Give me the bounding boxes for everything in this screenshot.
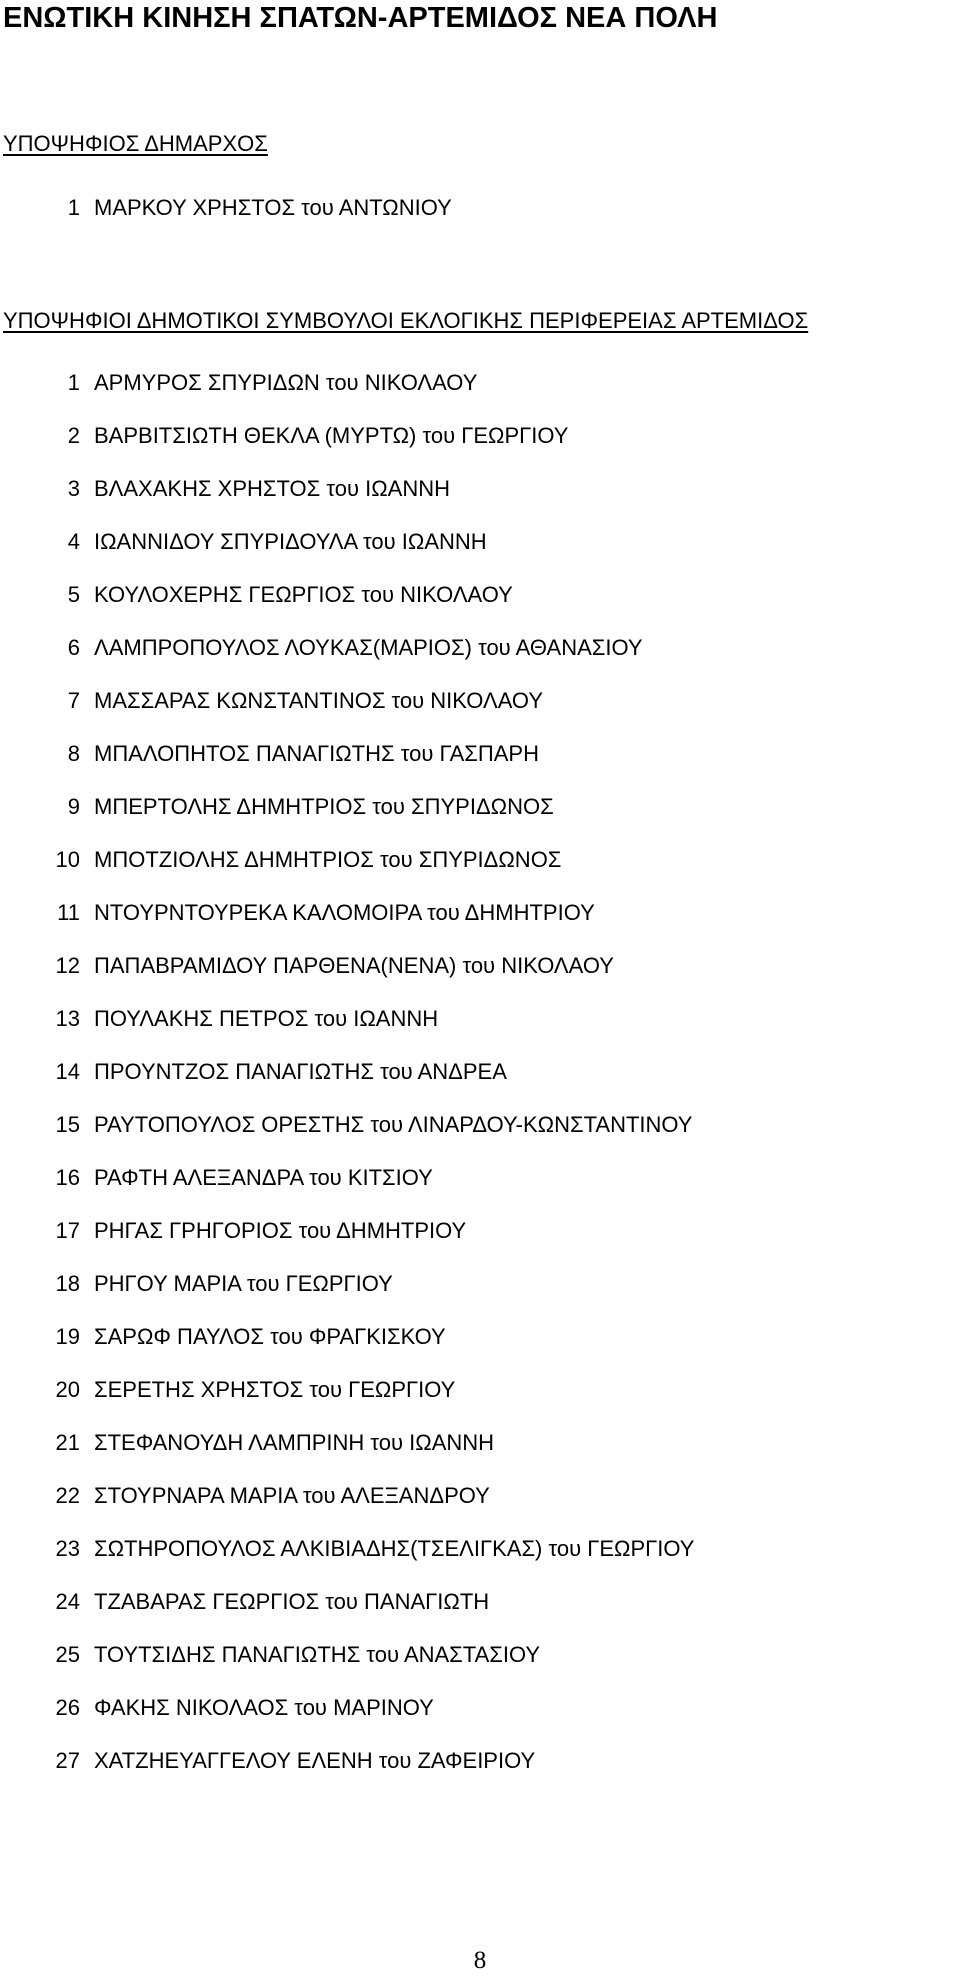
candidate-number: 26 (55, 1695, 80, 1720)
candidate-name: ΜΠΑΛΟΠΗΤΟΣ ΠΑΝΑΓΙΩΤΗΣ του ΓΑΣΠΑΡΗ (94, 741, 539, 766)
candidate-name: ΠΑΠΑΒΡΑΜΙΔΟΥ ΠΑΡΘΕΝΑ(ΝΕΝΑ) του ΝΙΚΟΛΑΟΥ (94, 953, 614, 978)
candidate-number: 27 (55, 1748, 80, 1773)
document-title: ΕΝΩΤΙΚΗ ΚΙΝΗΣΗ ΣΠΑΤΩΝ-ΑΡΤΕΜΙΔΟΣ ΝΕΑ ΠΟΛΗ (3, 2, 718, 34)
council-candidate-row (0, 1058, 960, 1086)
candidate-number: 23 (55, 1536, 80, 1561)
candidate-number: 3 (67, 476, 80, 501)
candidate-number: 24 (55, 1589, 80, 1614)
candidate-name: ΤΖΑΒΑΡΑΣ ΓΕΩΡΓΙΟΣ του ΠΑΝΑΓΙΩΤΗ (94, 1589, 490, 1614)
council-candidate-row (0, 634, 960, 662)
candidate-name: ΜΠΕΡΤΟΛΗΣ ΔΗΜΗΤΡΙΟΣ του ΣΠΥΡΙΔΩΝΟΣ (94, 794, 554, 819)
council-candidate-row (0, 369, 960, 397)
candidate-number: 21 (55, 1430, 80, 1455)
candidate-name: ΝΤΟΥΡΝΤΟΥΡΕΚΑ ΚΑΛΟΜΟΙΡΑ του ΔΗΜΗΤΡΙΟΥ (94, 900, 595, 925)
candidate-name: ΜΑΣΣΑΡΑΣ ΚΩΝΣΤΑΝΤΙΝΟΣ του ΝΙΚΟΛΑΟΥ (94, 688, 543, 713)
council-candidate-row (0, 952, 960, 980)
council-candidate-row (0, 1164, 960, 1192)
candidate-name: ΣΕΡΕΤΗΣ ΧΡΗΣΤΟΣ του ΓΕΩΡΓΙΟΥ (94, 1377, 456, 1402)
candidate-number: 8 (67, 741, 80, 766)
candidate-number: 20 (55, 1377, 80, 1402)
candidate-name: ΚΟΥΛΟΧΕΡΗΣ ΓΕΩΡΓΙΟΣ του ΝΙΚΟΛΑΟΥ (94, 582, 513, 607)
council-candidate-row (0, 1747, 960, 1775)
council-candidate-row (0, 1005, 960, 1033)
candidate-number: 7 (67, 688, 80, 713)
council-candidate-row (0, 1482, 960, 1510)
candidate-name: ΣΤΕΦΑΝΟΥΔΗ ΛΑΜΠΡΙΝΗ του ΙΩΑΝΝΗ (94, 1430, 495, 1455)
council-candidate-row (0, 899, 960, 927)
candidate-number: 5 (67, 582, 80, 607)
candidate-name: ΡΗΓΑΣ ΓΡΗΓΟΡΙΟΣ του ΔΗΜΗΤΡΙΟΥ (94, 1218, 467, 1243)
candidate-number: 4 (67, 529, 80, 554)
candidate-name: ΑΡΜΥΡΟΣ ΣΠΥΡΙΔΩΝ του ΝΙΚΟΛΑΟΥ (94, 370, 478, 395)
council-candidate-row (0, 1535, 960, 1563)
candidate-name: ΒΑΡΒΙΤΣΙΩΤΗ ΘΕΚΛΑ (ΜΥΡΤΩ) του ΓΕΩΡΓΙΟΥ (94, 423, 569, 448)
council-candidate-row (0, 1270, 960, 1298)
council-candidate-row (0, 1588, 960, 1616)
council-candidate-row (0, 422, 960, 450)
candidate-number: 1 (67, 370, 80, 395)
council-candidate-row (0, 475, 960, 503)
candidate-name: ΣΤΟΥΡΝΑΡΑ ΜΑΡΙΑ του ΑΛΕΞΑΝΔΡΟΥ (94, 1483, 490, 1508)
candidate-number: 1 (67, 195, 80, 220)
council-candidate-row (0, 1376, 960, 1404)
candidate-number: 25 (55, 1642, 80, 1667)
candidate-name: ΣΩΤΗΡΟΠΟΥΛΟΣ ΑΛΚΙΒΙΑΔΗΣ(ΤΣΕΛΙΓΚΑΣ) του ΓΕΩΡΓΙΟΥ (94, 1536, 695, 1561)
candidate-name: ΜΠΟΤΖΙΟΛΗΣ ΔΗΜΗΤΡΙΟΣ του ΣΠΥΡΙΔΩΝΟΣ (94, 847, 562, 872)
council-candidate-row (0, 1217, 960, 1245)
candidate-name: ΙΩΑΝΝΙΔΟΥ ΣΠΥΡΙΔΟΥΛΑ του ΙΩΑΝΝΗ (94, 529, 487, 554)
candidate-name: ΤΟΥΤΣΙΔΗΣ ΠΑΝΑΓΙΩΤΗΣ του ΑΝΑΣΤΑΣΙΟΥ (94, 1642, 541, 1667)
council-candidate-row (0, 793, 960, 821)
council-candidate-row (0, 1641, 960, 1669)
council-candidate-row (0, 687, 960, 715)
candidate-name: ΒΛΑΧΑΚΗΣ ΧΡΗΣΤΟΣ του ΙΩΑΝΝΗ (94, 476, 451, 501)
candidate-name: ΣΑΡΩΦ ΠΑΥΛΟΣ του ΦΡΑΓΚΙΣΚΟΥ (94, 1324, 446, 1349)
candidate-number: 11 (57, 900, 80, 925)
candidate-number: 19 (55, 1324, 80, 1349)
candidate-number: 13 (55, 1006, 80, 1031)
council-candidate-row (0, 581, 960, 609)
candidate-number: 18 (55, 1271, 80, 1296)
candidate-number: 17 (55, 1218, 80, 1243)
candidate-number: 16 (55, 1165, 80, 1190)
candidate-number: 22 (55, 1483, 80, 1508)
mayor-candidate-row (0, 194, 960, 222)
candidate-name: ΜΑΡΚΟΥ ΧΡΗΣΤΟΣ του ΑΝΤΩΝΙΟΥ (94, 195, 452, 220)
mayor-section-heading: ΥΠΟΨΗΦΙΟΣ ΔΗΜΑΡΧΟΣ (3, 131, 268, 156)
candidate-number: 6 (67, 635, 80, 660)
candidate-number: 9 (67, 794, 80, 819)
candidate-number: 12 (55, 953, 80, 978)
candidate-name: ΠΟΥΛΑΚΗΣ ΠΕΤΡΟΣ του ΙΩΑΝΝΗ (94, 1006, 439, 1031)
page-number: 8 (473, 1947, 487, 1974)
candidate-name: ΧΑΤΖΗΕΥΑΓΓΕΛΟΥ ΕΛΕΝΗ του ΖΑΦΕΙΡΙΟΥ (94, 1748, 536, 1773)
candidate-name: ΡΑΥΤΟΠΟΥΛΟΣ ΟΡΕΣΤΗΣ του ΛΙΝΑΡΔΟΥ-ΚΩΝΣΤΑΝΤΙΝΟΥ (94, 1112, 693, 1137)
candidate-number: 10 (55, 847, 80, 872)
council-candidate-row (0, 528, 960, 556)
candidate-name: ΛΑΜΠΡΟΠΟΥΛΟΣ ΛΟΥΚΑΣ(ΜΑΡΙΟΣ) του ΑΘΑΝΑΣΙΟΥ (94, 635, 643, 660)
council-candidate-row (0, 1429, 960, 1457)
candidate-number: 15 (55, 1112, 80, 1137)
candidate-name: ΡΑΦΤΗ ΑΛΕΞΑΝΔΡΑ του ΚΙΤΣΙΟΥ (94, 1165, 433, 1190)
council-candidate-row (0, 1694, 960, 1722)
candidate-number: 2 (67, 423, 80, 448)
council-candidate-row (0, 1323, 960, 1351)
council-candidate-row (0, 740, 960, 768)
council-candidate-row (0, 1111, 960, 1139)
council-section-heading: ΥΠΟΨΗΦΙΟΙ ΔΗΜΟΤΙΚΟΙ ΣΥΜΒΟΥΛΟΙ ΕΚΛΟΓΙΚΗΣ ΠΕΡΙΦΕΡΕΙΑΣ ΑΡΤΕΜΙΔΟΣ (3, 308, 809, 333)
candidate-name: ΠΡΟΥΝΤΖΟΣ ΠΑΝΑΓΙΩΤΗΣ του ΑΝΔΡΕΑ (94, 1059, 507, 1084)
council-candidate-row (0, 846, 960, 874)
candidate-number: 14 (55, 1059, 80, 1084)
candidate-name: ΡΗΓΟΥ ΜΑΡΙΑ του ΓΕΩΡΓΙΟΥ (94, 1271, 393, 1296)
candidate-name: ΦΑΚΗΣ ΝΙΚΟΛΑΟΣ του ΜΑΡΙΝΟΥ (94, 1695, 434, 1720)
